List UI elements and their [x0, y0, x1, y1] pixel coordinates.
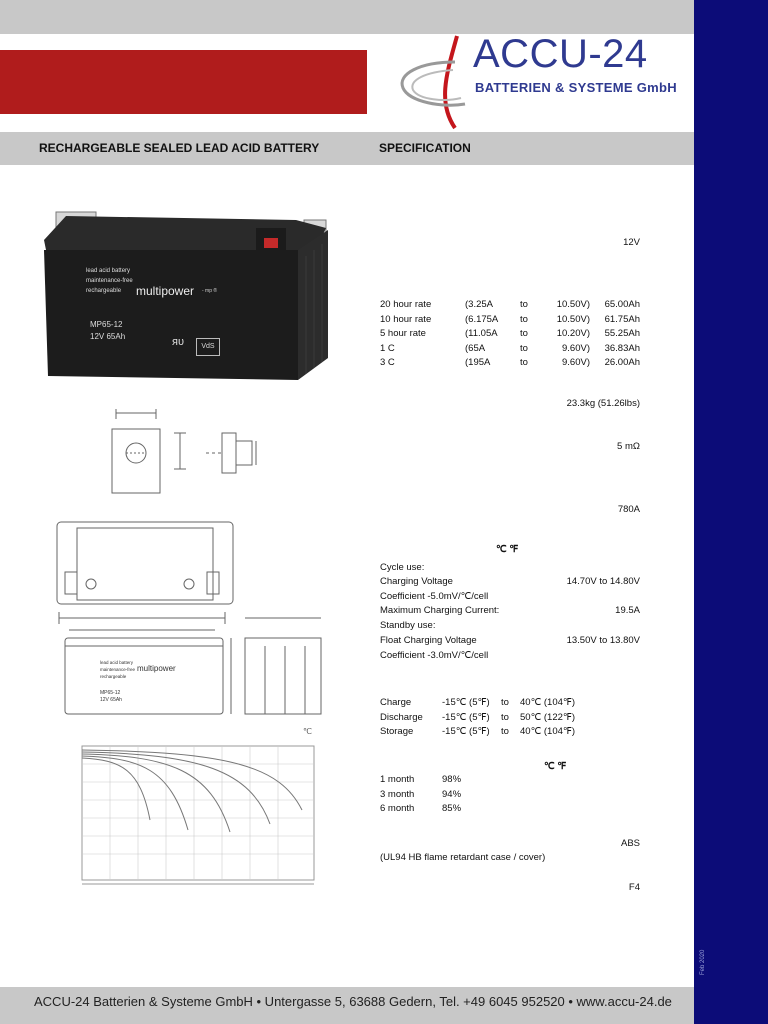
self-discharge-row: [380, 803, 500, 818]
capacity-to: to: [520, 328, 528, 340]
capacity-rate: 10 hour rate: [380, 313, 432, 325]
drawing-brand: multipower: [137, 664, 176, 673]
spec-title: SPECIFICATION: [379, 141, 471, 155]
operating-low: -15℃ (5℉): [442, 726, 490, 738]
nominal-voltage: 12V: [623, 237, 640, 248]
capacity-value: 26.00Ah: [604, 357, 640, 369]
capacity-row: [380, 314, 642, 329]
footer-contact: ACCU-24 Batterien & Systeme GmbH • Untergasse 5, 63688 Gedern, Tel. +49 6045 952520 • www.accu-24.de: [34, 994, 672, 1009]
capacity-row: [380, 328, 642, 343]
red-banner: [0, 50, 367, 114]
operating-high: 40℃ (104℉): [520, 726, 576, 738]
date-stamp: Feb 2020: [700, 949, 706, 975]
cycle-use-label: Cycle use:: [380, 562, 425, 573]
logo-subtitle: BATTERIEN & SYSTEME GmbH: [475, 80, 677, 95]
capacity-rate: 20 hour rate: [380, 299, 432, 310]
capacity-value: 61.75Ah: [604, 313, 640, 325]
self-discharge-period: 6 month: [380, 803, 415, 815]
cycle-coefficient: Coefficient -5.0mV/℃/cell: [380, 591, 489, 602]
capacity-rate: 1 C: [380, 342, 395, 354]
self-discharge-value: 94%: [442, 788, 462, 800]
operating-high: 40℃ (104℉): [520, 697, 576, 708]
capacity-value: 55.25Ah: [604, 328, 640, 340]
vds-mark: VdS: [196, 338, 220, 356]
battery-photo: [36, 198, 336, 388]
capacity-current: (3.25A: [465, 299, 493, 310]
operating-label: Discharge: [380, 711, 423, 723]
capacity-to: to: [520, 313, 528, 325]
operating-to: to: [501, 726, 509, 738]
self-discharge-value: 98%: [442, 774, 462, 785]
battery-rating: 12V 65Ah: [90, 332, 126, 341]
self-discharge-value: 85%: [442, 803, 462, 815]
operating-label: Storage: [380, 726, 414, 738]
self-discharge-period: 3 month: [380, 788, 415, 800]
operating-to: to: [501, 697, 509, 708]
capacity-current: (195A: [465, 357, 491, 369]
drawing-rating: 12V 65Ah: [100, 697, 122, 703]
logo-title: ACCU-24: [473, 32, 648, 76]
self-discharge-table: [380, 774, 500, 818]
operating-high: 50℃ (122℉): [520, 711, 576, 723]
front-side-view-drawing: [55, 608, 335, 723]
capacity-row: [380, 357, 642, 372]
operating-label: Charge: [380, 697, 412, 708]
battery-label-line1: lead acid battery: [86, 268, 131, 274]
charge-temp-units: ℃ ℉: [496, 544, 519, 555]
product-title: RECHARGEABLE SEALED LEAD ACID BATTERY: [39, 141, 320, 155]
capacity-row: [380, 343, 642, 358]
drawing-label-line2: maintenance-free: [100, 667, 136, 672]
sidebar-stripe: [694, 0, 768, 1024]
header-bar: [0, 132, 694, 165]
internal-resistance: 5 mΩ: [617, 441, 640, 452]
max-discharge-current: 780A: [617, 504, 640, 515]
capacity-to: to: [520, 299, 528, 310]
capacity-end-voltage: 10.50V): [556, 313, 590, 325]
capacity-end-voltage: 10.50V): [556, 299, 590, 310]
operating-row: [380, 726, 642, 741]
terminal-type: F4: [628, 882, 640, 893]
capacity-rate: 5 hour rate: [380, 328, 426, 340]
self-discharge-row: [380, 789, 500, 804]
self-discharge-row: [380, 774, 500, 789]
battery-brand: multipower: [136, 284, 195, 298]
drawing-label-line3: rechargeable: [100, 674, 127, 679]
weight-value: 23.3kg (51.26lbs): [566, 398, 640, 409]
operating-temp-table: [380, 697, 642, 741]
capacity-end-voltage: 10.20V): [556, 328, 590, 340]
capacity-table: [380, 299, 642, 372]
capacity-value: 36.83Ah: [604, 342, 640, 354]
terminal-drawing: [100, 405, 280, 505]
self-discharge-units: ℃ ℉: [544, 761, 567, 772]
capacity-current: (11.05A: [465, 328, 498, 340]
capacity-to: to: [520, 342, 528, 354]
operating-low: -15℃ (5℉): [442, 697, 490, 708]
max-charging-current-label: Maximum Charging Current:: [380, 605, 500, 616]
operating-row: [380, 697, 642, 712]
capacity-row: [380, 299, 642, 314]
battery-label-line3: rechargeable: [86, 288, 122, 294]
operating-row: [380, 712, 642, 727]
float-voltage-label: Float Charging Voltage: [380, 635, 477, 646]
standby-use-label: Standby use:: [380, 620, 436, 631]
capacity-current: (6.175A: [465, 313, 499, 325]
operating-low: -15℃ (5℉): [442, 711, 490, 723]
operating-to: to: [501, 711, 509, 723]
capacity-to: to: [520, 357, 528, 369]
company-logo: [395, 32, 695, 132]
max-charging-current-value: 19.5A: [615, 605, 640, 616]
capacity-end-voltage: 9.60V): [562, 357, 590, 369]
charging-voltage-label: Charging Voltage: [380, 576, 453, 587]
curve-unit: ℃: [303, 727, 312, 736]
drawing-model: MP65-12: [100, 690, 121, 696]
footer-bar: [0, 987, 694, 1024]
battery-label-line2: maintenance-free: [86, 278, 133, 284]
charging-voltage-value: 14.70V to 14.80V: [566, 576, 640, 587]
float-voltage-value: 13.50V to 13.80V: [566, 635, 640, 646]
top-view-drawing: [55, 520, 235, 610]
battery-model: MP65-12: [90, 320, 123, 329]
capacity-rate: 3 C: [380, 357, 395, 369]
standby-coefficient: Coefficient -3.0mV/℃/cell: [380, 650, 489, 661]
case-note: (UL94 HB flame retardant case / cover): [380, 852, 546, 863]
case-material: ABS: [620, 838, 640, 849]
ul-mark-icon: ᴙᴜ: [172, 336, 184, 348]
top-bar: [0, 0, 694, 34]
capacity-end-voltage: 9.60V): [562, 342, 590, 354]
battery-brand-small: - mp ®: [202, 288, 218, 294]
self-discharge-period: 1 month: [380, 774, 415, 785]
capacity-value: 65.00Ah: [604, 299, 640, 310]
discharge-curve-chart: [80, 740, 320, 890]
drawing-label-line1: lead acid battery: [100, 660, 134, 665]
capacity-current: (65A: [465, 342, 486, 354]
